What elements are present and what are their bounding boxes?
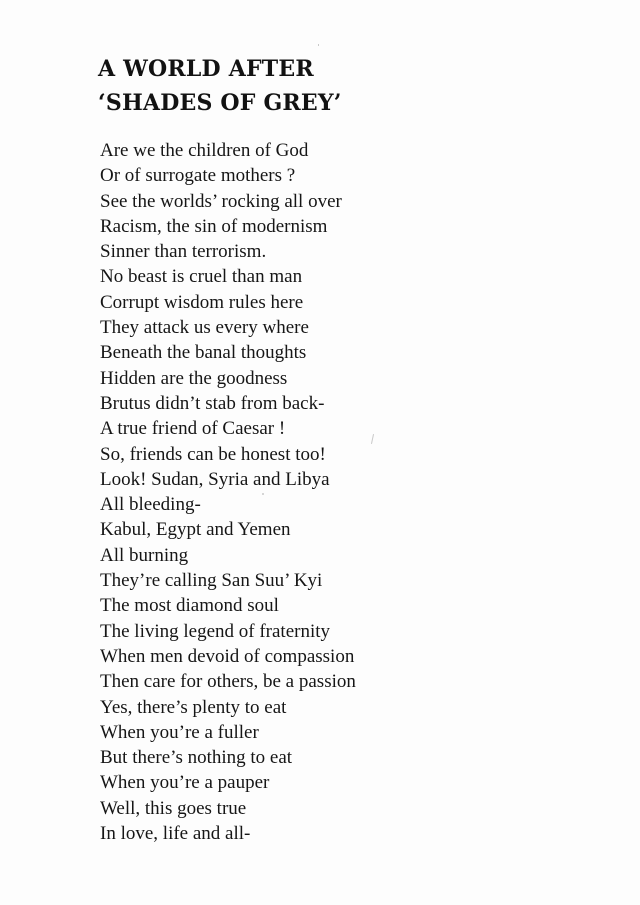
poem-line: Or of surrogate mothers ? (100, 165, 296, 187)
poem-line: Yes, there’s plenty to eat (100, 696, 287, 718)
poem-line: They’re calling San Suu’ Kyi (100, 570, 323, 592)
poem-line: Racism, the sin of modernism (100, 215, 328, 237)
poem-line: The most diamond soul (100, 595, 279, 617)
poem-line: When you’re a pauper (100, 772, 270, 794)
scan-speck (262, 493, 264, 495)
poem-line: Beneath the banal thoughts (100, 342, 307, 364)
poem-line: All burning (100, 544, 189, 566)
poem-line: All bleeding- (100, 494, 201, 516)
poem-line: They attack us every where (100, 317, 309, 339)
poem-line: But there’s nothing to eat (100, 747, 293, 769)
poem-line: Then care for others, be a passion (100, 671, 356, 693)
poem-line: Look! Sudan, Syria and Libya (100, 468, 330, 490)
poem-line: No beast is cruel than man (100, 266, 303, 288)
poem-line: So, friends can be honest too! (100, 443, 326, 465)
poem-body (100, 138, 356, 846)
poem-line: The living legend of fraternity (100, 620, 331, 642)
poem-title-line-1: A WORLD AFTER (98, 56, 314, 82)
poem-line: Sinner than terrorism. (100, 241, 267, 263)
poem-line: Kabul, Egypt and Yemen (100, 519, 291, 541)
poem-line: Hidden are the goodness (100, 367, 288, 389)
poem-line: Brutus didn’t stab from back- (100, 392, 325, 414)
poem-line: Well, this goes true (100, 797, 247, 819)
poem-line: See the worlds’ rocking all over (100, 190, 342, 212)
scan-speck (371, 434, 374, 444)
poem-title-line-2: ‘SHADES OF GREY’ (98, 90, 342, 116)
poem-title (98, 52, 342, 120)
poem-line: When you’re a fuller (100, 721, 259, 743)
poem-line: Are we the children of God (100, 140, 309, 161)
poem-line: In love, life and all- (100, 823, 251, 845)
poem-line: When men devoid of compassion (100, 645, 355, 667)
poem-line: A true friend of Caesar ! (100, 418, 286, 440)
poem-line: Corrupt wisdom rules here (100, 291, 304, 313)
scan-speck (318, 44, 319, 46)
